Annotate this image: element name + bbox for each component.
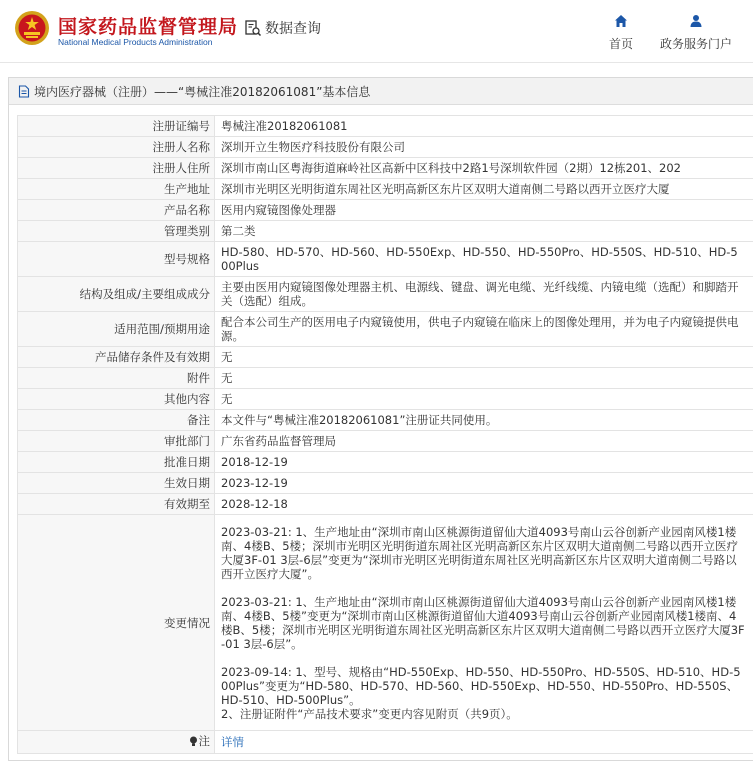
home-icon	[614, 14, 628, 28]
table-row	[18, 242, 753, 277]
note-label: 注	[198, 734, 210, 749]
row-label: 生产地址	[18, 179, 215, 200]
info-panel	[8, 77, 753, 761]
table-row	[18, 494, 753, 515]
table-row	[18, 410, 753, 431]
row-label: 批准日期	[18, 452, 215, 473]
row-label: 产品储存条件及有效期	[18, 347, 215, 368]
bulb-icon	[189, 736, 198, 747]
row-value: 医用内窥镜图像处理器	[215, 200, 753, 221]
row-value	[215, 731, 753, 754]
site-header	[0, 0, 753, 62]
row-label: 附件	[18, 368, 215, 389]
panel-title: 境内医疗器械（注册）——“粤械注准20182061081”基本信息	[34, 84, 371, 99]
row-value: 深圳开立生物医疗科技股份有限公司	[215, 137, 753, 158]
table-row	[18, 368, 753, 389]
row-label: 管理类别	[18, 221, 215, 242]
document-icon	[18, 85, 30, 98]
table-row	[18, 473, 753, 494]
row-label: 有效期至	[18, 494, 215, 515]
row-value: 第二类	[215, 221, 753, 242]
site-title: 国家药品监督管理局	[58, 16, 239, 38]
table-row	[18, 515, 753, 731]
table-row	[18, 277, 753, 312]
row-value: 深圳市光明区光明街道东周社区光明高新区东片区双明大道南侧二号路以西开立医疗大厦	[215, 179, 753, 200]
emblem-logo-icon	[14, 10, 50, 46]
row-value: 无	[215, 347, 753, 368]
row-value: 主要由医用内窥镜图像处理器主机、电源线、键盘、调光电缆、光纤线缆、内镜电缆（选配）和脚踏开关（选配）组成。	[215, 277, 753, 312]
document-search-icon	[244, 19, 262, 37]
info-table	[17, 115, 753, 754]
nav-service-portal[interactable]	[656, 14, 736, 52]
table-row	[18, 312, 753, 347]
table-row	[18, 179, 753, 200]
data-query-label: 数据查询	[265, 21, 321, 37]
user-icon	[689, 14, 703, 28]
row-value: 2028-12-18	[215, 494, 753, 515]
row-value: HD-580、HD-570、HD-560、HD-550Exp、HD-550、HD-550Pro、HD-550S、HD-510、HD-500Plus	[215, 242, 753, 277]
nav-home-label: 首页	[608, 37, 633, 51]
row-value: 2023-12-19	[215, 473, 753, 494]
table-row	[18, 200, 753, 221]
site-subtitle: National Medical Products Administration	[58, 37, 213, 47]
row-value: 深圳市南山区粤海街道麻岭社区高新中区科技中2路1号深圳软件园（2期）12栋201、202	[215, 158, 753, 179]
row-label: 其他内容	[18, 389, 215, 410]
table-row	[18, 347, 753, 368]
table-row	[18, 221, 753, 242]
note-row-label	[18, 731, 215, 754]
row-value: 配合本公司生产的医用电子内窥镜使用，供电子内窥镜在临床上的图像处理用，并为电子内窥镜提供电源。	[215, 312, 753, 347]
data-query-link[interactable]	[244, 18, 321, 38]
row-value: 粤械注准20182061081	[215, 116, 753, 137]
table-row	[18, 137, 753, 158]
detail-link[interactable]: 详情	[221, 735, 244, 749]
row-label: 型号规格	[18, 242, 215, 277]
table-row	[18, 389, 753, 410]
nav-service-label: 政务服务门户	[659, 37, 732, 51]
header-divider	[0, 62, 753, 63]
row-label: 注册人名称	[18, 137, 215, 158]
panel-header	[9, 78, 753, 105]
row-label: 注册人住所	[18, 158, 215, 179]
row-label: 变更情况	[18, 515, 215, 731]
nav-home[interactable]	[604, 14, 638, 52]
table-row	[18, 431, 753, 452]
row-value: 本文件与“粤械注准20182061081”注册证共同使用。	[215, 410, 753, 431]
row-label: 审批部门	[18, 431, 215, 452]
table-row	[18, 452, 753, 473]
table-row	[18, 116, 753, 137]
row-label: 产品名称	[18, 200, 215, 221]
row-label: 生效日期	[18, 473, 215, 494]
change-history: 2023-03-21: 1、生产地址由“深圳市南山区桃源街道留仙大道4093号南山云谷创新产业园南风楼1楼南、4楼B、5楼；深圳市光明区光明街道东周社区光明高新区东片区双明大道南侧二号路以西开立医疗大厦3F-01 3层-6层”变更为“深圳市光明区光明街道东周社区光明高新区东片区双明大道南侧二号路以西开立医疗大厦”。 2023-03-21: 1、生产地址由“深圳市南山区桃源街道留仙大道4093号南山云谷创新产业园南风楼1楼南、4楼B、5楼”变更为“深圳市南山区桃源街道留仙大道4093号南山云谷创新产业园南风楼1楼南、4楼B、5楼；深圳市光明区光明街道东周社区光明高新区东片区双明大道南侧二号路以西开立医疗大厦3F-01 3层-6层”。 2023-09-14: 1、型号、规格由“HD-550Exp、HD-550、HD-550Pro、HD-550S、HD-510、HD-500Plus”变更为“HD-580、HD-570、HD-560、HD-550Exp、HD-550、HD-550Pro、HD-550S、HD-510、HD-500Plus”。 2、注册证附件“产品技术要求”变更内容见附页（共9页）。	[215, 515, 753, 731]
row-label: 适用范围/预期用途	[18, 312, 215, 347]
row-label: 注册证编号	[18, 116, 215, 137]
row-value: 无	[215, 389, 753, 410]
row-value: 2018-12-19	[215, 452, 753, 473]
row-label: 备注	[18, 410, 215, 431]
row-value: 广东省药品监督管理局	[215, 431, 753, 452]
row-label: 结构及组成/主要组成成分	[18, 277, 215, 312]
row-value: 无	[215, 368, 753, 389]
table-row	[18, 731, 753, 754]
table-row	[18, 158, 753, 179]
